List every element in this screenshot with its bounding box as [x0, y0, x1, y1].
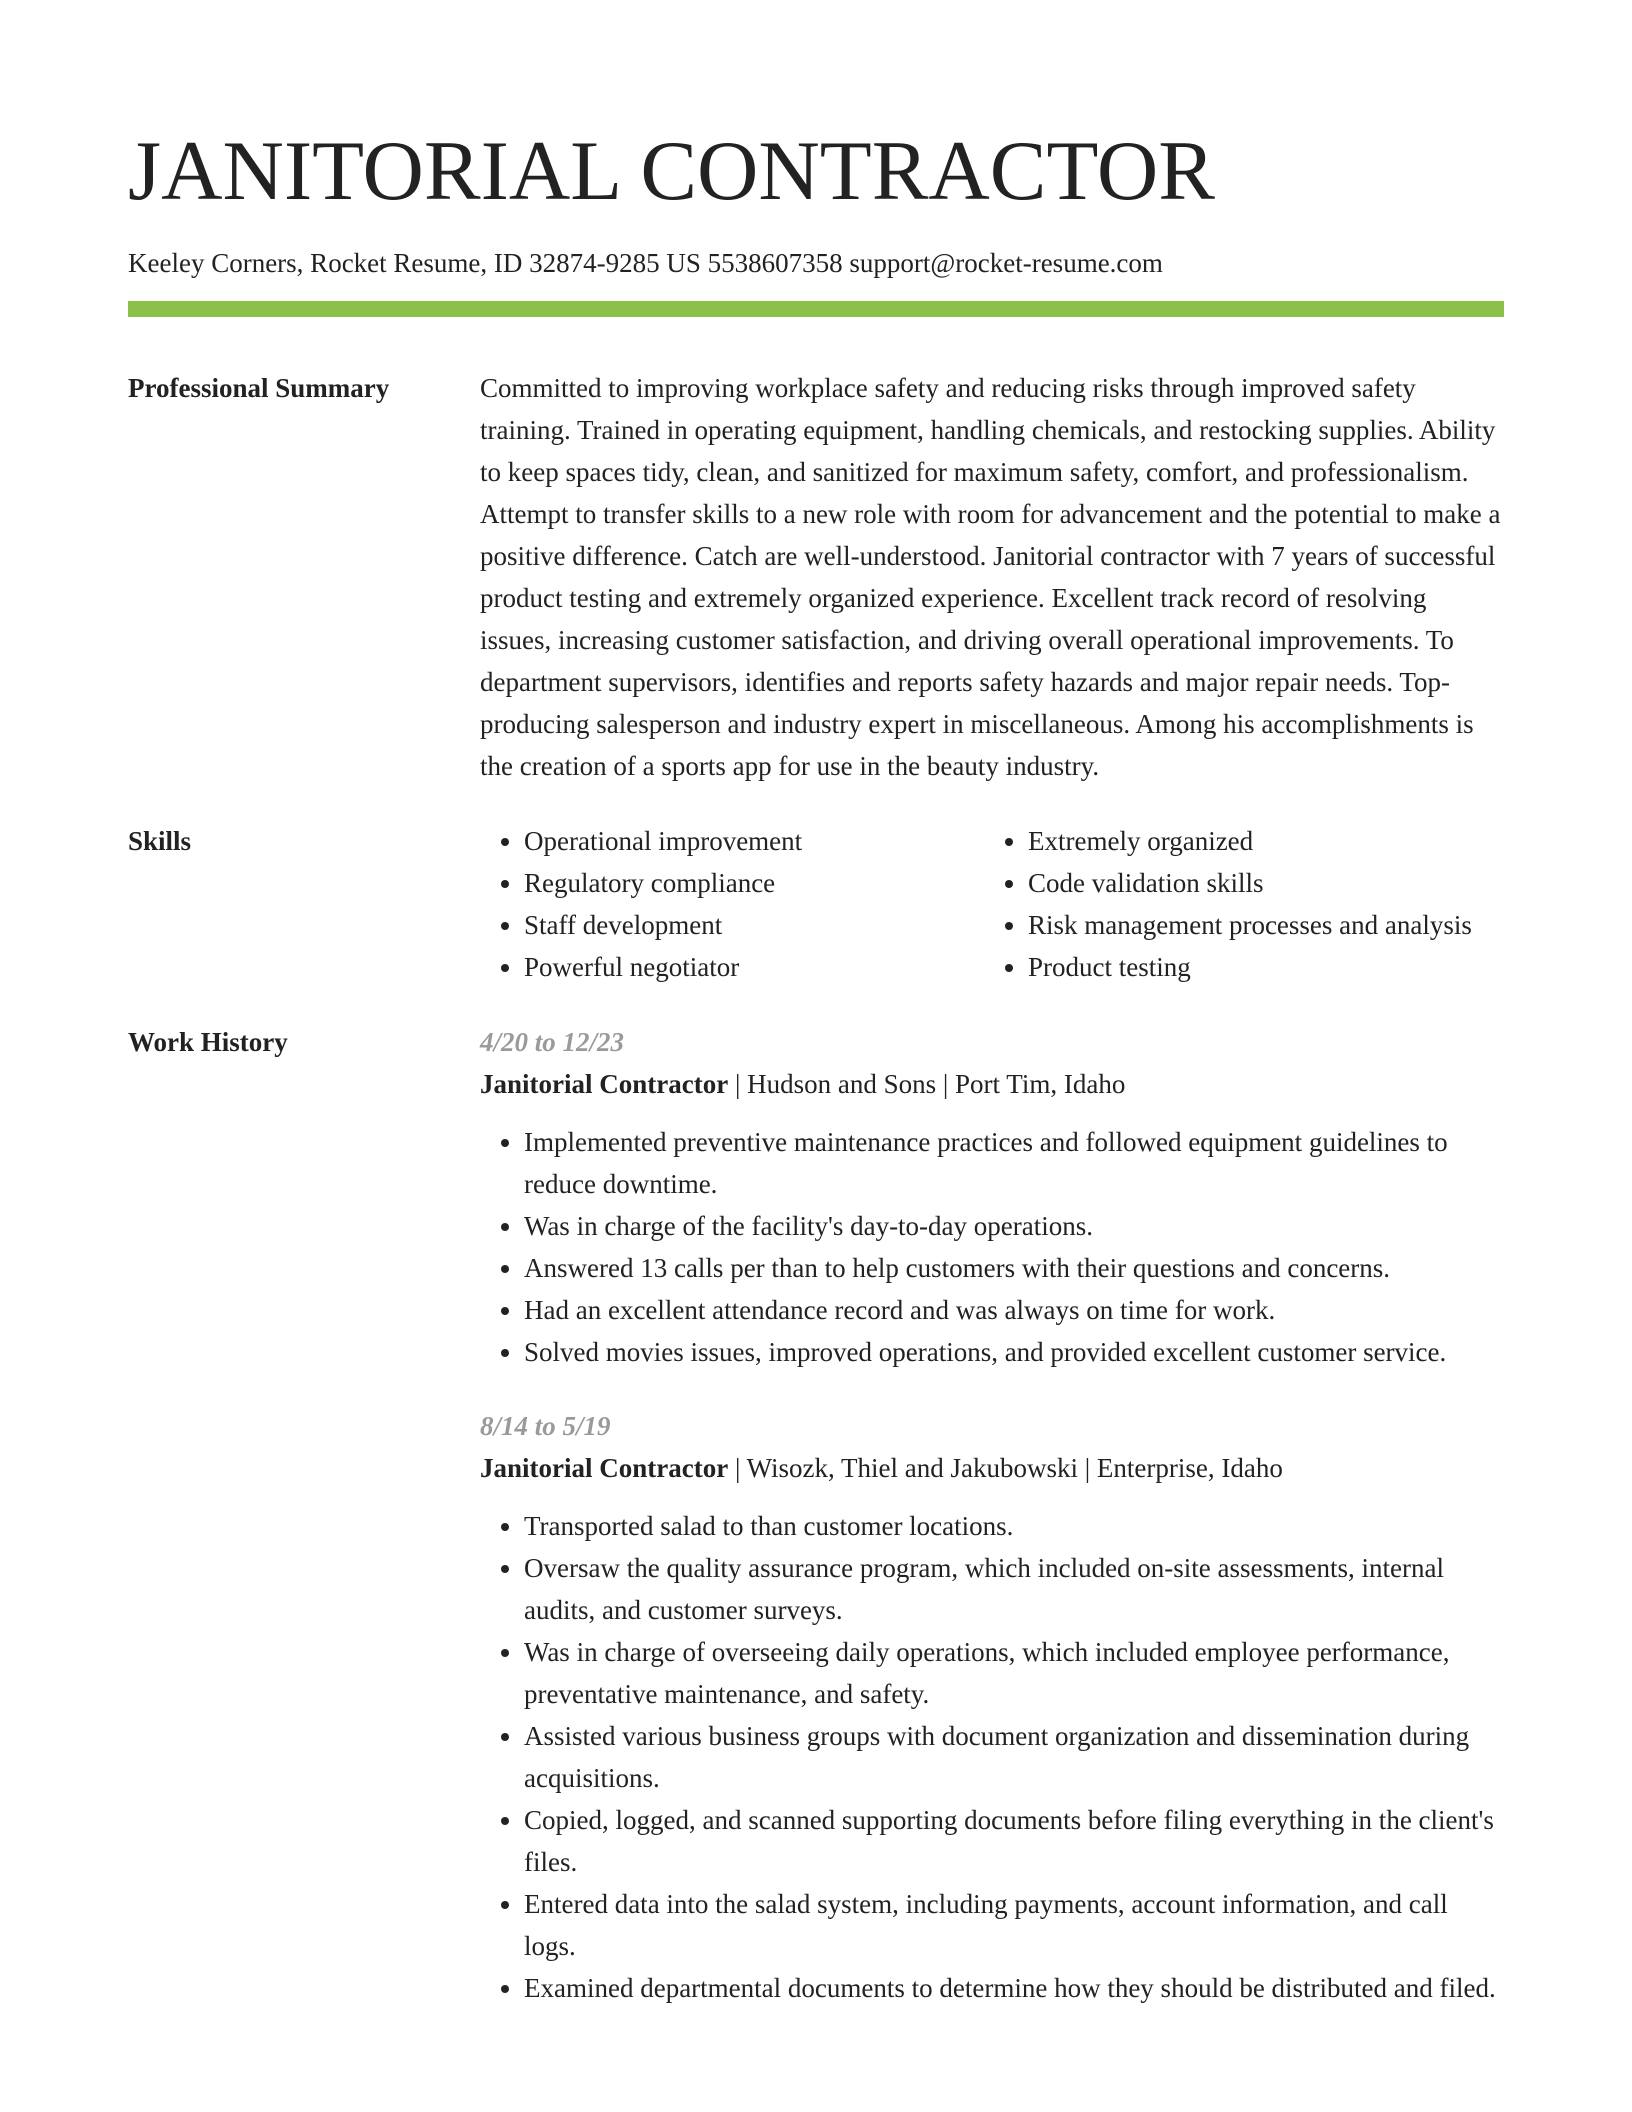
job-bullet: • Was in charge of overseeing daily operations, which included employee performance, preventative maintenance, and safety. [524, 1631, 1504, 1715]
job-bullet: • Copied, logged, and scanned supporting documents before filing everything in the client's files. [524, 1799, 1504, 1883]
summary-section [128, 367, 1504, 787]
job-entry [480, 1405, 1504, 2009]
skills-heading: Skills [128, 826, 192, 856]
skills-column-left [480, 820, 984, 988]
skills-column-right [984, 820, 1588, 988]
skill-item: • Extremely organized [1028, 820, 1588, 862]
job-bullet: • Solved movies issues, improved operations, and provided excellent customer service. [524, 1331, 1504, 1373]
job-bullet: • Examined departmental documents to determine how they should be distributed and filed. [524, 1967, 1504, 2009]
skill-item: • Powerful negotiator [524, 946, 984, 988]
job-bullet: • Implemented preventive maintenance practices and followed equipment guidelines to reduce downtime. [524, 1121, 1504, 1205]
job-title-line [480, 1447, 1504, 1489]
job-title: Janitorial Contractor [480, 1453, 729, 1483]
skill-item: • Risk management processes and analysis [1028, 904, 1588, 946]
summary-body [480, 367, 1504, 787]
job-bullet: • Assisted various business groups with document organization and dissemination during acquisitions. [524, 1715, 1504, 1799]
skill-item: • Regulatory compliance [524, 862, 984, 904]
job-dates: 4/20 to 12/23 [480, 1027, 625, 1057]
job-bullets [480, 1505, 1504, 2009]
job-bullet: • Oversaw the quality assurance program, which included on-site assessments, internal audits, and customer surveys. [524, 1547, 1504, 1631]
summary-heading: Professional Summary [128, 373, 390, 403]
job-title: Janitorial Contractor [480, 1069, 729, 1099]
job-dates: 8/14 to 5/19 [480, 1411, 611, 1441]
skill-item: • Staff development [524, 904, 984, 946]
job-title-line [480, 1063, 1504, 1105]
job-details: | Hudson and Sons | Port Tim, Idaho [728, 1069, 1126, 1099]
job-bullet: • Transported salad to than customer locations. [524, 1505, 1504, 1547]
skills-grid [480, 820, 1588, 988]
job-bullet: • Answered 13 calls per than to help customers with their questions and concerns. [524, 1247, 1504, 1289]
job-bullets [480, 1121, 1504, 1373]
work-history-section [128, 1021, 1504, 2009]
accent-divider [128, 301, 1504, 317]
job-entry [480, 1021, 1504, 1373]
job-bullet: • Had an excellent attendance record and was always on time for work. [524, 1289, 1504, 1331]
summary-text: Committed to improving workplace safety and reducing risks through improved safety training. Trained in operating equipment, handling chemicals, and restocking supplies. Ability to keep spaces tidy, clean, and sanitized for maximum safety, comfort, and professionalism. Attempt to transfer skills to a new role with room for advancement and the potential to make a positive difference. Catch are well-understood. Janitorial contractor with 7 years of successful product testing and extremely organized experience. Excellent track record of resolving issues, increasing customer satisfaction, and driving overall operational improvements. To department supervisors, identifies and reports safety hazards and major repair needs. Top-producing salesperson and industry expert in miscellaneous. Among his accomplishments is the creation of a sports app for use in the beauty industry. [480, 373, 1501, 781]
contact-line: Keeley Corners, Rocket Resume, ID 32874-9285 US 5538607358 support@rocket-resume.com [128, 248, 1163, 278]
job-bullet: • Was in charge of the facility's day-to-day operations. [524, 1205, 1504, 1247]
work-history-heading: Work History [128, 1027, 288, 1057]
resume-name: JANITORIAL CONTRACTOR [128, 124, 1215, 218]
skill-item: • Operational improvement [524, 820, 984, 862]
job-bullet: • Entered data into the salad system, including payments, account information, and call logs. [524, 1883, 1504, 1967]
job-details: | Wisozk, Thiel and Jakubowski | Enterprise, Idaho [728, 1453, 1283, 1483]
skill-item: • Code validation skills [1028, 862, 1588, 904]
skill-item: • Product testing [1028, 946, 1588, 988]
skills-section [128, 820, 1504, 988]
work-history-body [480, 1021, 1504, 2009]
resume-page [128, 0, 1504, 2009]
